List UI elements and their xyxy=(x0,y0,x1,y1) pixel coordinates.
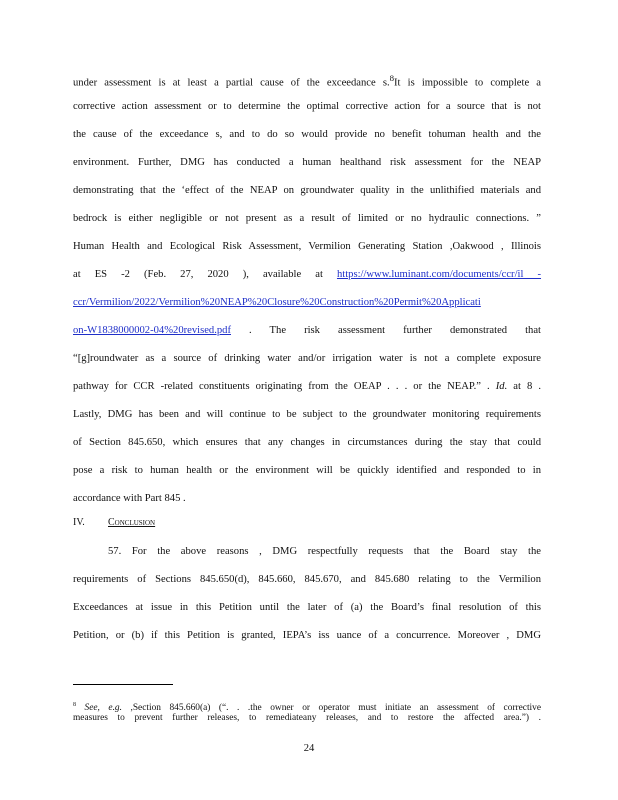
section-number: IV. xyxy=(73,517,85,528)
footnote-divider xyxy=(73,684,173,685)
body-line: Human Health and Ecological Risk Assessment, Vermilion Generating Station ,Oakwood , Illinois xyxy=(73,241,541,252)
body-line: pose a risk to human health or the environment will be quickly identified and responded to in xyxy=(73,465,541,476)
body-line: under assessment is at least a partial cause of the exceedance s.$^8$It is impossible to complete a xyxy=(73,73,541,89)
footnote-ref: 8 xyxy=(389,73,395,83)
body-line: demonstrating that the ‘effect of the NEAP on groundwater quality in the unlithified materials and xyxy=(73,185,541,196)
paragraph-line: requirements of Sections 845.650(d), 845.660, 845.670, and 845.680 relating to the Vermilion xyxy=(73,574,541,585)
body-line xyxy=(73,296,541,309)
source-link[interactable]: https://www.luminant.com/documents/ccr/il - xyxy=(336,269,542,280)
body-line: corrective action assessment or to determine the optimal corrective action for a source that is not xyxy=(73,101,541,112)
body-line: the cause of the exceedance s, and to do so would provide no benefit tohuman health and the xyxy=(73,129,541,140)
body-line: Lastly, DMG has been and will continue to be subject to the groundwater monitoring requirements xyxy=(73,409,541,420)
source-link[interactable]: on-W1838000002-04%20revised.pdf xyxy=(73,325,231,336)
body-line: at ES -2 (Feb. 27, 2020 ), available at https://www.luminant.com/documents/ccr/il - xyxy=(73,269,542,280)
source-link[interactable]: ccr/Vermilion/2022/Vermilion%20NEAP%20Closure%20Construction%20Permit%20Applicati xyxy=(73,297,481,308)
page-number: 24 xyxy=(303,743,315,754)
section-title: Conclusion xyxy=(108,517,156,528)
body-line: pathway for CCR -related constituents originating from the OEAP . . . or the NEAP.” . Id. at 8 . xyxy=(73,381,541,392)
footnote-line: measures to prevent further releases, to remediateany releases, and to restore the affected area.”) . xyxy=(73,713,541,723)
paragraph-line: Exceedances at issue in this Petition until the later of (a) the Board’s final resolution of this xyxy=(73,602,541,613)
footnote-line: $^8$ See, e.g. ,Section 845.660(a) (“. . .the owner or operator must initiate an assessment of corrective xyxy=(73,702,541,714)
body-line: accordance with Part 845 . xyxy=(73,493,186,504)
paragraph-line: Petition, or (b) if this Petition is granted, IEPA’s iss uance of a concurrence. Moreover , DMG xyxy=(73,630,541,641)
body-line: of Section 845.650, which ensures that any changes in circumstances during the stay that could xyxy=(73,437,541,448)
paragraph-line: 57. For the above reasons , DMG respectfully requests that the Board stay the xyxy=(108,546,541,557)
body-line: “[g]roundwater as a source of drinking water and/or irrigation water is not a complete exposure xyxy=(73,353,541,364)
body-line: environment. Further, DMG has conducted a human healthand risk assessment for the NEAP xyxy=(73,157,541,168)
body-line: on-W1838000002-04%20revised.pdf . The risk assessment further demonstrated that xyxy=(73,325,541,336)
body-line: bedrock is either negligible or not present as a result of limited or no hydraulic connections. ” xyxy=(73,213,541,224)
